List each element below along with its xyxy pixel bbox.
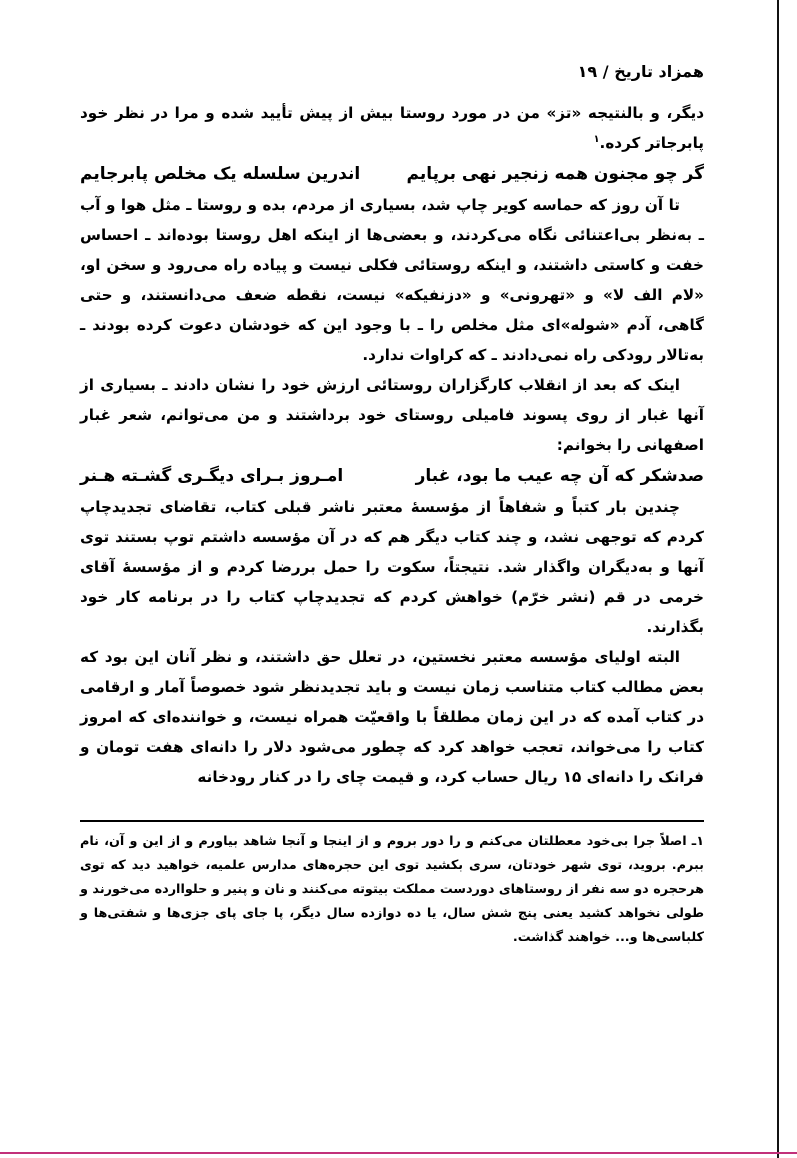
verse-line-2 — [80, 460, 704, 492]
book-page — [80, 58, 704, 950]
verse-1-hemistich-b: اندرین سلسله یک مخلص پابرجایم — [80, 164, 361, 184]
paragraph-publisher: البته اولیای مؤسسه معتبر نخستین، در تعلل حق داشتند، و نظر آنان این بود که بعض مطالب کتاب متناسب زمان نیست و باید تجدیدنظر شود خصوصاً آمار و ارقامی در کتاب آمده که در این زمان مطلقاً با واقعیّت همراه نیست، و خواننده‌ای که امروز کتاب را می‌خواند، تعجب خواهد کرد که چطور می‌شود دلار را دانه‌ای هفت تومان و فرانک را دانه‌ای ۱۵ ریال حساب کرد، و قیمت چای را در کنار رودخانه — [80, 648, 704, 786]
running-header — [80, 58, 704, 98]
paragraph-reprint: چندین بار کتباً و شفاهاً از مؤسسهٔ معتبر ناشر قبلی کتاب، تقاضای تجدیدچاپ کردم که توجهی نشد، و چند کتاب دیگر هم که در آن مؤسسه داشتم توپ بستند توی آنها و به‌دیگران واگذار شد. نتیجتاً، سکوت را حمل بررضا کردم و از مؤسسهٔ آقای خرمی در قم (نشر خرّم) خواهش کردم که تجدیدچاپ کتاب را در برنامه کار خود بگذارند. — [80, 498, 704, 636]
paragraph-revolution: اینک که بعد از انقلاب کارگزاران روستائی ارزش خود را نشان دادند ـ بسیاری از آنها غبار از روی پسوند فامیلی روستای خود برداشتند و من می‌توانم، شعر غبار اصفهانی را بخوانم: — [80, 376, 704, 454]
book-title: همزاد تاریخ — [614, 62, 704, 81]
verse-1-hemistich-a: گر چو مجنون همه زنجیر نهی برپایم — [406, 164, 704, 184]
paragraph-intro-text: دیگر، و بالنتیجه «تز» من در مورد روستا بیش از پیش تأیید شده و مرا در نظر خود پابرجاتر کرده. — [80, 104, 704, 152]
verse-2-hemistich-b: امـروز بـرای دیگـری گشـته هـنر — [80, 466, 344, 486]
footnote-divider — [80, 820, 704, 822]
verse-2-hemistich-a: صدشکر که آن چه عیب ما بود، غبار — [415, 466, 704, 486]
page-edge-right — [777, 0, 779, 1158]
verse-line-1 — [80, 158, 704, 190]
footnote-marker: ۱ — [593, 133, 600, 145]
page-number: ۱۹ — [577, 62, 598, 81]
paragraph-intro — [80, 98, 704, 158]
paragraph-village: تا آن روز که حماسه کویر چاپ شد، بسیاری از مردم، بده و روستا ـ مثل هوا و آب ـ به‌نظر بی‌اعتنائی نگاه می‌کردند، و بعضی‌ها از اینکه اهل روستا بوده‌اند ـ احساس خفت و کاستی داشتند، و اینکه روستائی فکلی نیست و پیاده راه می‌رود و سخن او، «لام الف لا» و «تهرونی» و «دزنفیکه» نیست، نقطه ضعف می‌دانستند، و حتی گاهی، آدم «شوله»ای مثل مخلص را ـ با وجود این که خودشان دعوت کرده بودند ـ به‌تالار رودکی راه نمی‌دادند ـ که کراوات ندارد. — [80, 196, 704, 364]
header-separator: / — [602, 62, 609, 81]
footnote-text: ۱ـ اصلاً جرا بی‌خود معطلتان می‌کنم و را دور بروم و از اینجا و آنجا شاهد بیاورم و از این و آن، نام ببرم. بروید، توی شهر خودتان، سری بکشید توی این حجره‌های مدارس علمیه، خواهید دید که توی هرحجره دو سه نفر از روستاهای دوردست مملکت بیتوته می‌کنند و نان و پنیر و حلواارده می‌خورند و طولی نخواهد کشید یعنی پنج شش سال، یا ده دوازده سال دیگر، پا جای پای جزی‌ها و شفتی‌ها و کلباسی‌ها و... خواهند گذاشت. — [80, 834, 704, 945]
page-edge-bottom — [0, 1152, 797, 1154]
